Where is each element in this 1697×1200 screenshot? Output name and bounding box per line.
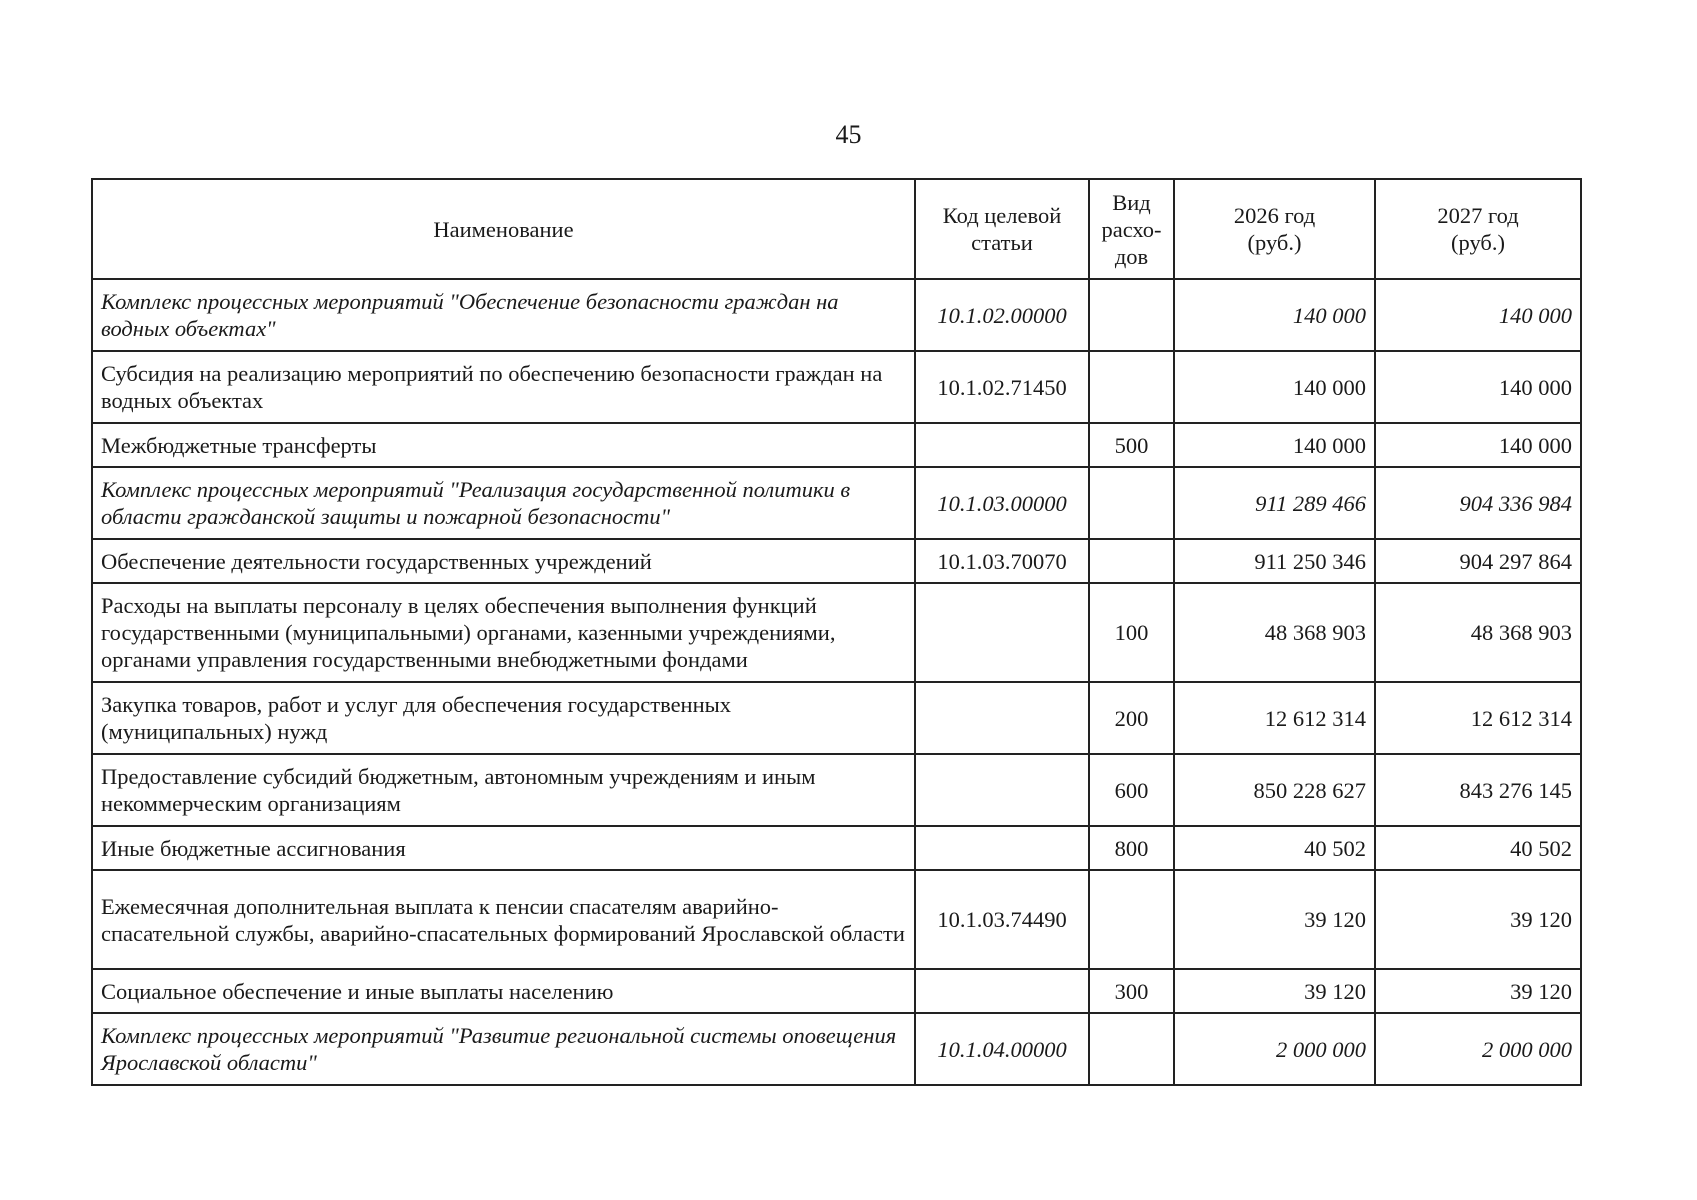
header-code-line: Код целевой [942, 203, 1062, 228]
row-amount-2026: 140 000 [1174, 423, 1375, 467]
row-name: Субсидия на реализацию мероприятий по обеспечению безопасности граждан на водных объектах [92, 351, 915, 423]
row-amount-2027: 904 336 984 [1375, 467, 1581, 539]
row-name: Социальное обеспечение и иные выплаты населению [92, 969, 915, 1013]
table-row [92, 279, 1581, 351]
row-amount-2027: 843 276 145 [1375, 754, 1581, 826]
row-kind [1089, 870, 1174, 969]
row-amount-2027: 40 502 [1375, 826, 1581, 870]
header-code-line: статьи [971, 230, 1033, 255]
row-kind: 800 [1089, 826, 1174, 870]
table-row [92, 539, 1581, 583]
table-row [92, 1013, 1581, 1085]
row-name: Иные бюджетные ассигнования [92, 826, 915, 870]
table-row [92, 583, 1581, 682]
row-kind: 500 [1089, 423, 1174, 467]
row-amount-2026: 140 000 [1174, 279, 1375, 351]
row-name: Комплекс процессных мероприятий "Обеспечение безопасности граждан на водных объектах" [92, 279, 915, 351]
row-code [915, 826, 1089, 870]
row-amount-2026: 12 612 314 [1174, 682, 1375, 754]
row-code: 10.1.03.74490 [915, 870, 1089, 969]
table-header [92, 179, 1581, 279]
row-name: Межбюджетные трансферты [92, 423, 915, 467]
header-year-line: 2027 год [1437, 203, 1519, 228]
row-amount-2026: 39 120 [1174, 870, 1375, 969]
row-amount-2027: 39 120 [1375, 870, 1581, 969]
row-name: Обеспечение деятельности государственных учреждений [92, 539, 915, 583]
row-name: Ежемесячная дополнительная выплата к пенсии спасателям аварийно-спасательной службы, аварийно-спасательных формирований Ярославской области [92, 870, 915, 969]
row-amount-2026: 40 502 [1174, 826, 1375, 870]
table-row [92, 870, 1581, 969]
row-kind [1089, 539, 1174, 583]
row-kind: 600 [1089, 754, 1174, 826]
header-kind [1089, 179, 1174, 279]
row-kind [1089, 279, 1174, 351]
header-code [915, 179, 1089, 279]
row-code: 10.1.04.00000 [915, 1013, 1089, 1085]
page-number: 45 [835, 120, 862, 149]
row-code [915, 423, 1089, 467]
row-amount-2026: 140 000 [1174, 351, 1375, 423]
row-amount-2027: 12 612 314 [1375, 682, 1581, 754]
row-name: Расходы на выплаты персоналу в целях обеспечения выполнения функций государственными (муниципальными) органами, казенными учреждениями, органами управления государственными внебюджетными фондами [92, 583, 915, 682]
row-code [915, 583, 1089, 682]
header-year-line: (руб.) [1247, 230, 1302, 255]
row-amount-2027: 48 368 903 [1375, 583, 1581, 682]
row-name: Предоставление субсидий бюджетным, автономным учреждениям и иным некоммерческим организациям [92, 754, 915, 826]
table-row [92, 467, 1581, 539]
row-kind: 300 [1089, 969, 1174, 1013]
row-code: 10.1.03.70070 [915, 539, 1089, 583]
row-amount-2026: 2 000 000 [1174, 1013, 1375, 1085]
row-code: 10.1.02.00000 [915, 279, 1089, 351]
header-year-2027 [1375, 179, 1581, 279]
row-kind: 200 [1089, 682, 1174, 754]
row-name: Комплекс процессных мероприятий "Реализация государственной политики в области гражданской защиты и пожарной безопасности" [92, 467, 915, 539]
table-body [92, 279, 1581, 1085]
row-amount-2026: 911 289 466 [1174, 467, 1375, 539]
header-kind-line: расхо- [1101, 216, 1162, 242]
row-code [915, 969, 1089, 1013]
row-amount-2027: 140 000 [1375, 423, 1581, 467]
row-amount-2026: 850 228 627 [1174, 754, 1375, 826]
row-amount-2027: 904 297 864 [1375, 539, 1581, 583]
header-year-line: 2026 год [1233, 203, 1316, 228]
header-year-2026 [1174, 179, 1375, 279]
header-row [92, 179, 1581, 279]
table-row [92, 826, 1581, 870]
row-amount-2026: 48 368 903 [1174, 583, 1375, 682]
table-row [92, 423, 1581, 467]
header-kind-line: дов [1114, 243, 1149, 269]
row-kind [1089, 1013, 1174, 1085]
row-code: 10.1.03.00000 [915, 467, 1089, 539]
row-name: Комплекс процессных мероприятий "Развитие региональной системы оповещения Ярославской области" [92, 1013, 915, 1085]
row-amount-2027: 140 000 [1375, 279, 1581, 351]
header-year-line: (руб.) [1451, 230, 1505, 255]
header-name: Наименование [92, 179, 915, 279]
table-row [92, 682, 1581, 754]
row-code [915, 682, 1089, 754]
table-row [92, 351, 1581, 423]
row-kind [1089, 351, 1174, 423]
budget-table [91, 178, 1582, 1086]
row-kind [1089, 467, 1174, 539]
row-amount-2027: 2 000 000 [1375, 1013, 1581, 1085]
row-kind: 100 [1089, 583, 1174, 682]
row-code [915, 754, 1089, 826]
row-amount-2026: 39 120 [1174, 969, 1375, 1013]
row-code: 10.1.02.71450 [915, 351, 1089, 423]
row-amount-2027: 39 120 [1375, 969, 1581, 1013]
row-amount-2026: 911 250 346 [1174, 539, 1375, 583]
table-row [92, 754, 1581, 826]
table-row [92, 969, 1581, 1013]
row-name: Закупка товаров, работ и услуг для обеспечения государственных (муниципальных) нужд [92, 682, 915, 754]
row-amount-2027: 140 000 [1375, 351, 1581, 423]
header-kind-line: Вид [1112, 189, 1151, 215]
